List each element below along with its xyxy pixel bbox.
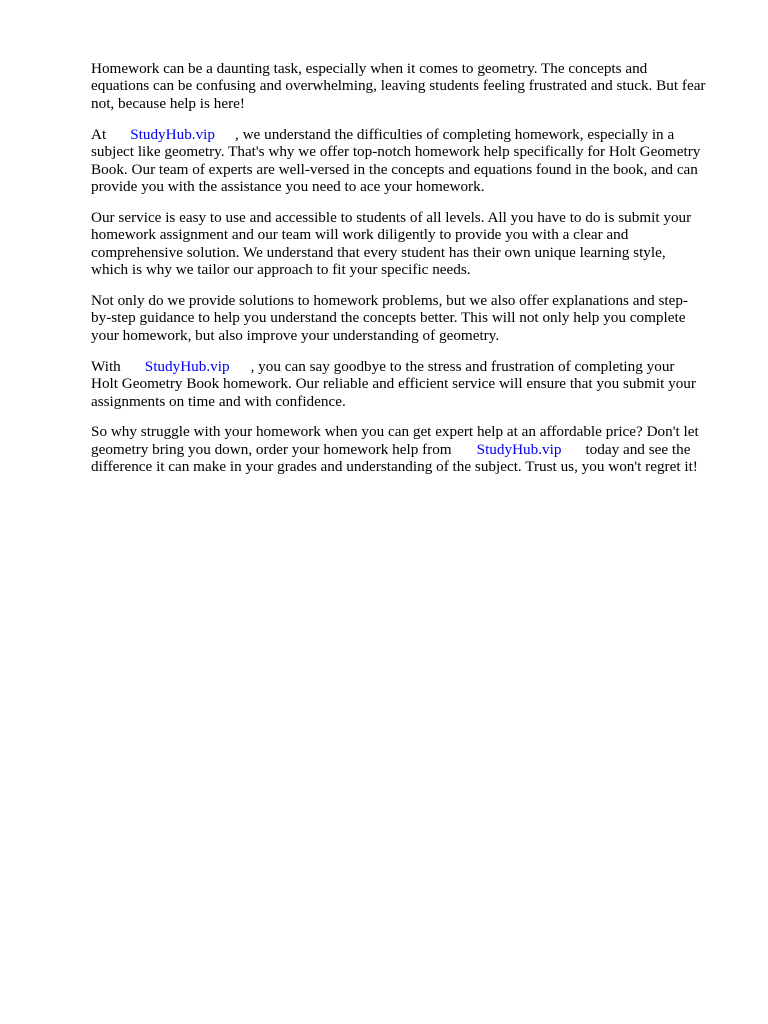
paragraph-line: assignments on time and with confidence. — [91, 392, 346, 410]
paragraph-line — [91, 441, 723, 458]
paragraph-line: homework assignment and our team will work diligently to provide you with a clear and — [91, 226, 629, 244]
paragraph-intro — [91, 60, 723, 112]
paragraph-line: subject like geometry. That's why we offer top-notch homework help specifically for Holt Geometry — [91, 143, 701, 161]
paragraph-text: , we understand the difficulties of completing homework, especially in a — [235, 125, 675, 143]
paragraph-line — [91, 126, 723, 143]
paragraph-line: Not only do we provide solutions to homework problems, but we also offer explanations and step- — [91, 291, 688, 309]
paragraph-line: by-step guidance to help you understand the concepts better. This will not only help you complete — [91, 309, 686, 327]
paragraph-line: difference it can make in your grades and understanding of the subject. Trust us, you won't regret it! — [91, 458, 698, 476]
paragraph-text: geometry bring you down, order your homework help from — [91, 440, 452, 458]
paragraph-line: Book. Our team of experts are well-versed in the concepts and equations found in the book, and can — [91, 160, 698, 178]
studyhub-link[interactable]: StudyHub.vip — [476, 440, 562, 458]
paragraph-line: provide you with the assistance you need to ace your homework. — [91, 177, 485, 195]
paragraph-line: Holt Geometry Book homework. Our reliable and efficient service will ensure that you submit your — [91, 375, 696, 393]
paragraph-goodbye-stress — [91, 358, 723, 410]
studyhub-link[interactable]: StudyHub.vip — [144, 357, 230, 375]
paragraph-line: not, because help is here! — [91, 94, 245, 112]
paragraph-about — [91, 126, 723, 196]
paragraph-text: today and see the — [585, 440, 691, 458]
paragraph-line — [91, 358, 723, 375]
paragraph-text: With — [91, 357, 121, 375]
paragraph-line: your homework, but also improve your understanding of geometry. — [91, 326, 500, 344]
paragraph-service — [91, 209, 723, 279]
paragraph-line: which is why we tailor our approach to fit your specific needs. — [91, 261, 471, 279]
paragraph-line: comprehensive solution. We understand that every student has their own unique learning style, — [91, 243, 666, 261]
studyhub-link[interactable]: StudyHub.vip — [130, 125, 215, 143]
paragraph-call-to-action — [91, 423, 723, 475]
paragraph-line: So why struggle with your homework when you can get expert help at an affordable price? Don't let — [91, 423, 699, 441]
paragraph-line: Our service is easy to use and accessible to students of all levels. All you have to do is submit your — [91, 208, 692, 226]
paragraph-explanations — [91, 292, 723, 344]
paragraph-text: At — [91, 125, 107, 143]
paragraph-text: , you can say goodbye to the stress and frustration of completing your — [250, 357, 675, 375]
document-page — [91, 60, 723, 489]
paragraph-line: equations can be confusing and overwhelming, leaving students feeling frustrated and stuck. But fear — [91, 77, 706, 95]
paragraph-line: Homework can be a daunting task, especially when it comes to geometry. The concepts and — [91, 60, 648, 77]
